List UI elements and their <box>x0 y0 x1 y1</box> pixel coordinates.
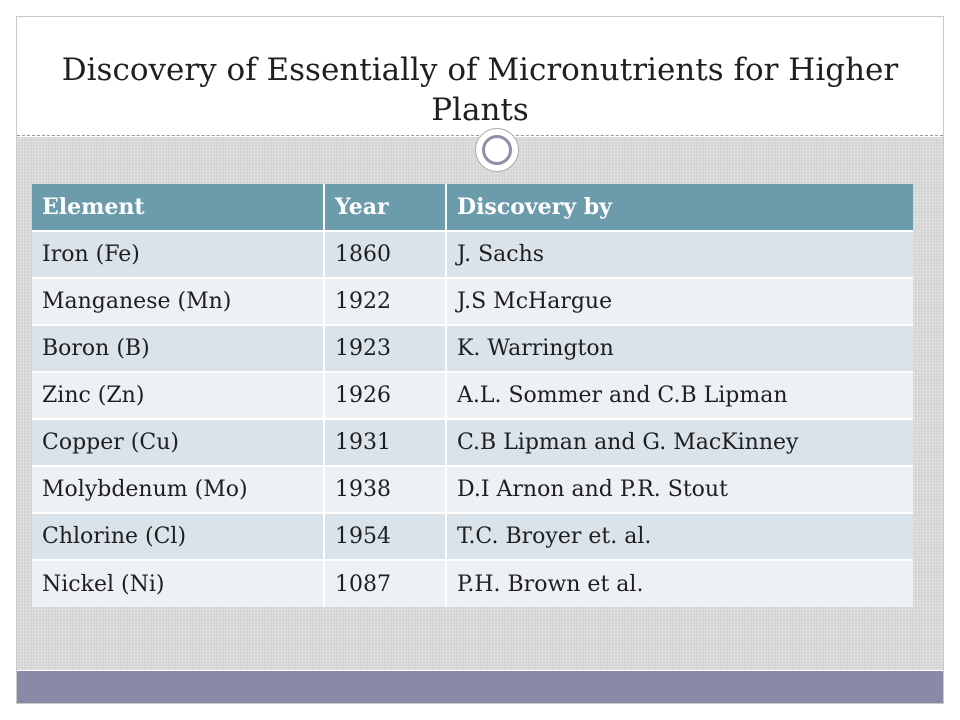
table-row <box>32 466 913 513</box>
cell-year: 1860 <box>324 231 446 278</box>
slide-title: Discovery of Essentially of Micronutrients for Higher Plants <box>61 52 899 128</box>
cell-year: 1087 <box>324 560 446 607</box>
cell-year: 1931 <box>324 419 446 466</box>
table-row <box>32 560 913 607</box>
cell-discovery-by: P.H. Brown et al. <box>446 560 913 607</box>
table-header-row <box>32 184 913 231</box>
cell-year: 1923 <box>324 325 446 372</box>
cell-year: 1922 <box>324 278 446 325</box>
header-year: Year <box>324 184 446 231</box>
cell-year: 1938 <box>324 466 446 513</box>
cell-discovery-by: C.B Lipman and G. MacKinney <box>446 419 913 466</box>
cell-discovery-by: A.L. Sommer and C.B Lipman <box>446 372 913 419</box>
table-row <box>32 278 913 325</box>
cell-discovery-by: T.C. Broyer et. al. <box>446 513 913 560</box>
cell-year: 1954 <box>324 513 446 560</box>
table-row <box>32 513 913 560</box>
table-row <box>32 325 913 372</box>
header-discovery-by: Discovery by <box>446 184 913 231</box>
title-area <box>17 17 943 135</box>
cell-discovery-by: J.S McHargue <box>446 278 913 325</box>
table-header <box>32 184 913 231</box>
micronutrient-table <box>32 184 913 607</box>
cell-element: Molybdenum (Mo) <box>32 466 324 513</box>
table-body <box>32 231 913 607</box>
cell-discovery-by: D.I Arnon and P.R. Stout <box>446 466 913 513</box>
footer-bar <box>17 671 943 703</box>
cell-discovery-by: K. Warrington <box>446 325 913 372</box>
header-element: Element <box>32 184 324 231</box>
circle-ornament-inner <box>482 135 512 165</box>
cell-element: Iron (Fe) <box>32 231 324 278</box>
cell-discovery-by: J. Sachs <box>446 231 913 278</box>
cell-element: Copper (Cu) <box>32 419 324 466</box>
cell-element: Nickel (Ni) <box>32 560 324 607</box>
cell-year: 1926 <box>324 372 446 419</box>
cell-element: Manganese (Mn) <box>32 278 324 325</box>
cell-element: Zinc (Zn) <box>32 372 324 419</box>
table-row <box>32 231 913 278</box>
table-row <box>32 419 913 466</box>
cell-element: Boron (B) <box>32 325 324 372</box>
table-row <box>32 372 913 419</box>
cell-element: Chlorine (Cl) <box>32 513 324 560</box>
circle-ornament-icon <box>475 128 519 172</box>
